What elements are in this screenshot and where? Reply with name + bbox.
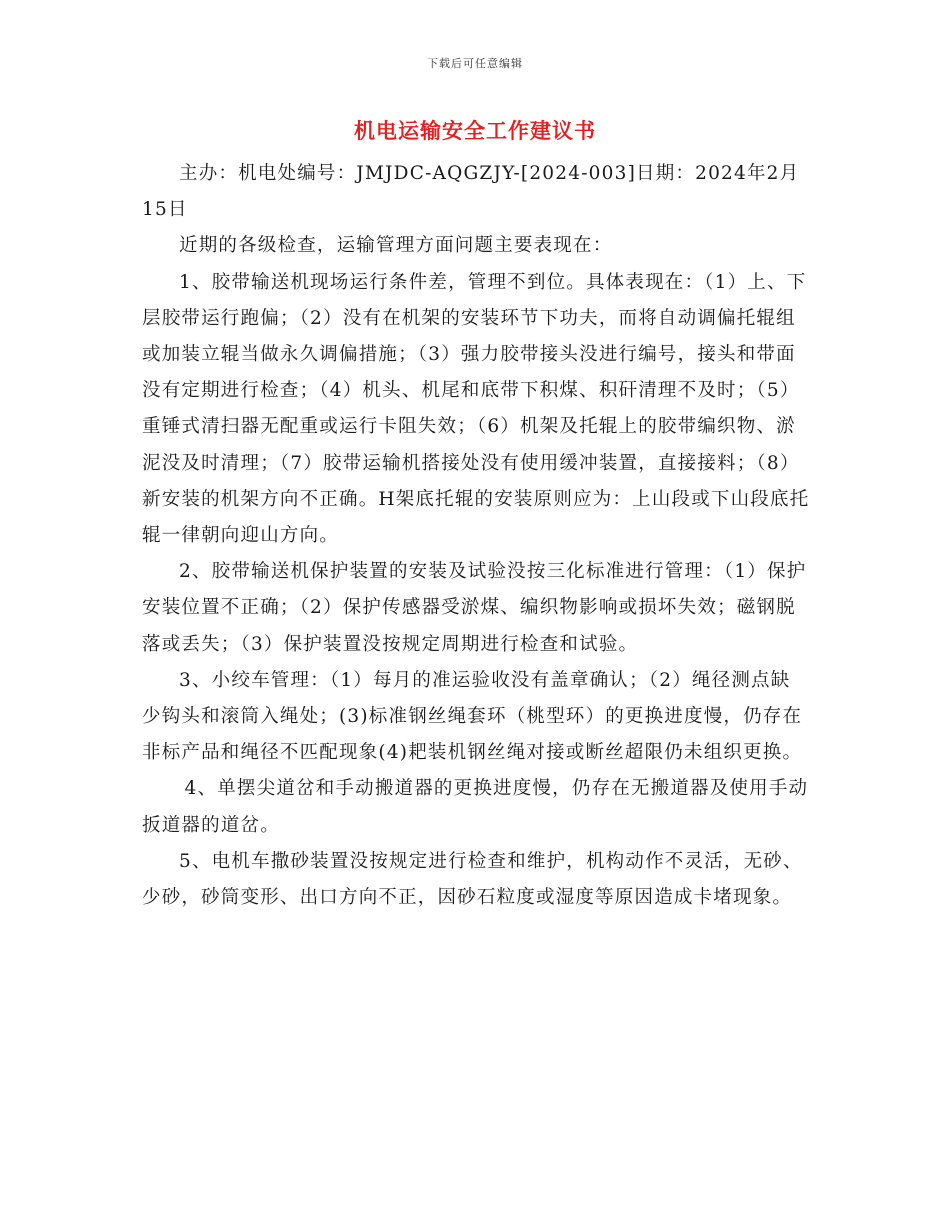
paragraph-intro: 近期的各级检查，运输管理方面问题主要表现在： [179,235,613,257]
paragraph-item-3: 3、小绞车管理：（1）每月的准运验收没有盖章确认；（2）绳径测点缺少钩头和滚筒入绳处；(3)标准钢丝绳套环（桃型环）的更换进度慢，仍存在非标产品和绳径不匹配现象(4)耙装机钢丝绳对接或断丝超限仍未组织更换。 [142,669,803,764]
paragraph-item-1: 1、胶带输送机现场运行条件差，管理不到位。具体表现在：（1）上、下层胶带运行跑偏；（2）没有在机架的安装环节下功夫，而将自动调偏托辊组或加装立辊当做永久调偏措施；（3）强力胶带接头没进行编号，接头和带面没有定期进行检查；（4）机头、机尾和底带下积煤、积矸清理不及时；（5）重锤式清扫器无配重或运行卡阻失效；（6）机架及托辊上的胶带编织物、淤泥没及时清理；（7）胶带运输机搭接处没有使用缓冲装置，直接接料；（8）新安装的机架方向不正确。H架底托辊的安装原则应为：上山段或下山段底托辊一律朝向迎山方向。 [142,271,810,547]
page-header-note: 下载后可任意编辑 [427,57,523,70]
paragraph-item-2: 2、胶带输送机保护装置的安装及试验没按三化标准进行管理：（1）保护安装位置不正确；（2）保护传感器受淤煤、编织物影响或损坏失效；磁钢脱落或丢失；（3）保护装置没按规定周期进行检查和试验。 [142,561,807,655]
document-title: 机电运输安全工作建议书 [354,118,596,143]
document-body [142,156,810,916]
document-meta: 主办：机电处编号：JMJDC-AQGZJY-[2024-003]日期：2024年2月15日 [142,163,800,221]
paragraph-item-4: 4、单摆尖道岔和手动搬道器的更换进度慢，仍存在无搬道器及使用手动扳道器的道岔。 [142,778,809,836]
paragraph-item-5: 5、电机车撒砂装置没按规定进行检查和维护，机构动作不灵活，无砂、少砂，砂筒变形、出口方向不正，因砂石粒度或湿度等原因造成卡堵现象。 [142,850,803,909]
